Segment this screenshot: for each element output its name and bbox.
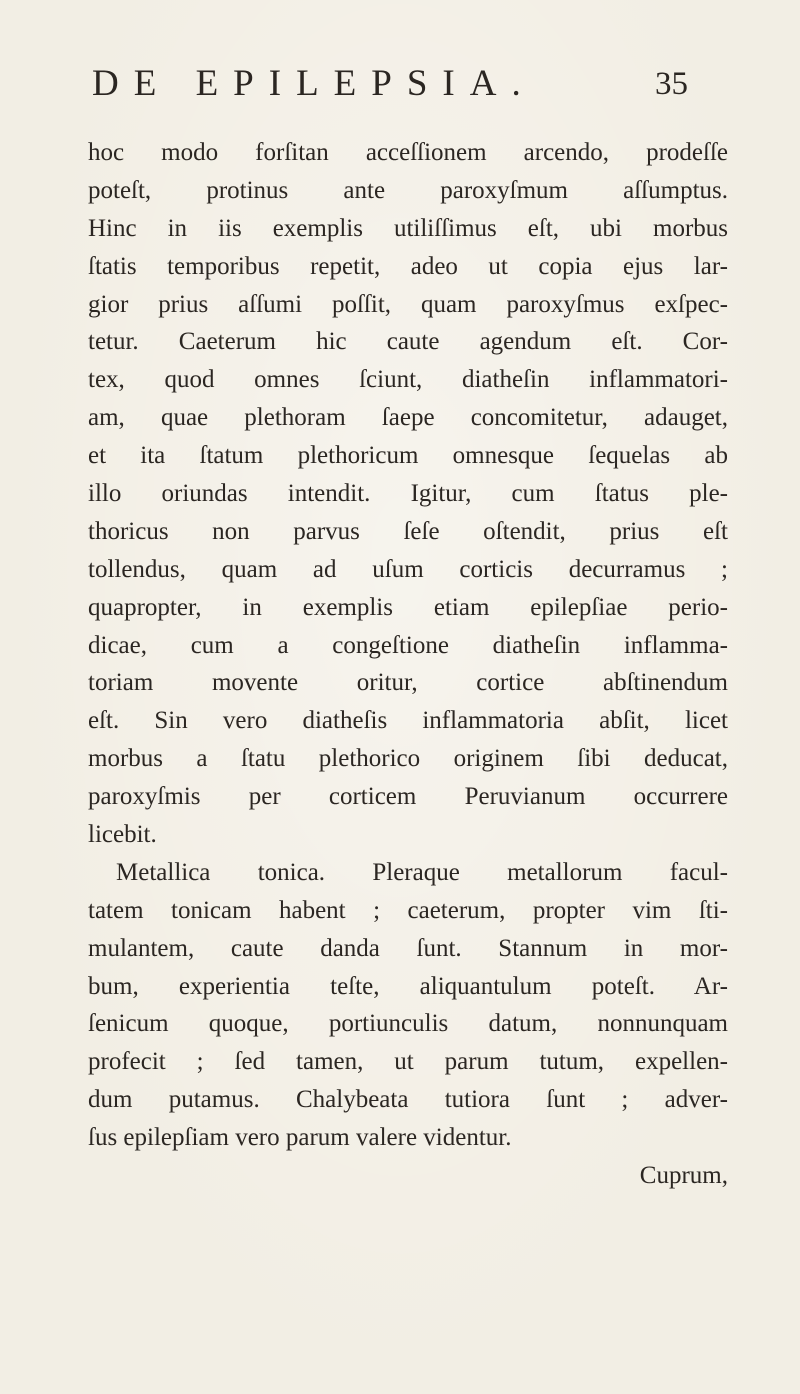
text-line: et ita ſtatum plethoricum omnesque ſequelas ab xyxy=(88,442,728,470)
text-line: tex, quod omnes ſciunt, diatheſin inflammatori- xyxy=(88,366,728,394)
running-head xyxy=(0,62,800,122)
text-line: tetur. Caeterum hic caute agendum eſt. Cor- xyxy=(88,328,728,356)
text-line: poteſt, protinus ante paroxyſmum aſſumptus. xyxy=(88,176,728,204)
text-line: dum putamus. Chalybeata tutiora ſunt ; adver- xyxy=(88,1086,728,1114)
text-line: gior prius aſſumi poſſit, quam paroxyſmus exſpec- xyxy=(88,290,728,318)
text-line: Hinc in iis exemplis utiliſſimus eſt, ubi morbus xyxy=(88,214,728,242)
running-title: DE EPILEPSIA. xyxy=(92,63,536,104)
text-line: eſt. Sin vero diatheſis inflammatoria abſit, licet xyxy=(88,707,728,735)
text-line: ſtatis temporibus repetit, adeo ut copia ejus lar- xyxy=(88,252,728,280)
text-line: bum, experientia teſte, aliquantulum poteſt. Ar- xyxy=(88,972,728,1000)
text-line: illo oriundas intendit. Igitur, cum ſtatus ple- xyxy=(88,480,728,508)
page-number: 35 xyxy=(655,66,688,102)
text-line: toriam movente oritur, cortice abſtinendum xyxy=(88,669,728,697)
text-line: tatem tonicam habent ; caeterum, propter vim ſti- xyxy=(88,896,728,924)
text-line: thoricus non parvus ſeſe oſtendit, prius eſt xyxy=(88,517,728,545)
text-line: ſenicum quoque, portiunculis datum, nonnunquam xyxy=(88,1010,728,1038)
body-text xyxy=(88,134,728,1195)
text-line: am, quae plethoram ſaepe concomitetur, adauget, xyxy=(88,404,728,432)
text-line: profecit ; ſed tamen, ut parum tutum, expellen- xyxy=(88,1048,728,1076)
text-line: dicae, cum a congeſtione diatheſin inflamma- xyxy=(88,631,728,659)
text-line: tollendus, quam ad uſum corticis decurramus ; xyxy=(88,555,728,583)
text-line: morbus a ſtatu plethorico originem ſibi deducat, xyxy=(88,745,728,773)
catchword: Cuprum, xyxy=(639,1162,728,1190)
text-line: licebit. xyxy=(88,821,157,849)
paragraph-start-line: Metallica tonica. Pleraque metallorum facul- xyxy=(116,858,728,886)
text-line: hoc modo forſitan acceſſionem arcendo, prodeſſe xyxy=(88,139,728,166)
text-line: ſus epilepſiam vero parum valere videntur. xyxy=(88,1124,512,1152)
text-line: paroxyſmis per corticem Peruvianum occurrere xyxy=(88,783,728,811)
text-line: mulantem, caute danda ſunt. Stannum in mor- xyxy=(88,934,728,962)
text-line: quapropter, in exemplis etiam epilepſiae perio- xyxy=(88,593,728,621)
